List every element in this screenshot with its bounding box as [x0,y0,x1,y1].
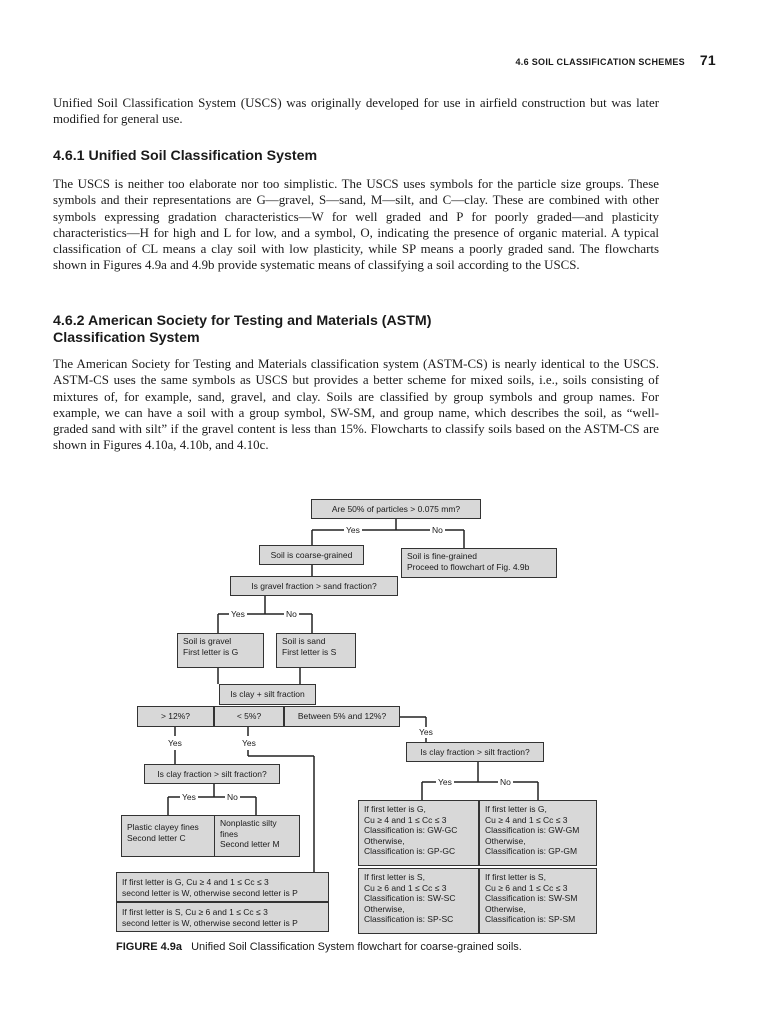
rule-g-line2: second letter is W, otherwise second letter is P [122,887,298,898]
nonplastic-line1: Nonplastic silty [220,818,277,828]
gm-line: Otherwise, [485,835,526,846]
header-section: 4.6 SOIL CLASSIFICATION SCHEMES [515,57,685,67]
gm-line: If first letter is G, [485,804,547,814]
section-4-6-2-body: The American Society for Testing and Materials classification system (ASTM-CS) is nearly identical to the USCS. ASTM-CS uses the same symbols as USCS but provides a better scheme for mixed soils, i.e., soils consisting of mixtures of, for example, sand, gravel, and clay. Soils are classified by group symbols and group names. For example, we can have a soil with a group symbol, SW-SM, and group name, which describes the soil, as “well-graded sand with silt” if the gravel content is less than 15%. Flowcharts to classify soils based on the ASTM-CS are shown in Figures 4.10a, 4.10b, and 4.10c. [53,357,659,453]
clay-vs-silt-question-left: Is clay fraction > silt fraction? [144,764,280,784]
plastic-line1: Plastic clayey fines [127,822,199,832]
label-yes: Yes [182,792,196,802]
sw-sc-box [358,868,479,934]
plastic-line2: Second letter C [127,832,186,843]
sc-line: Cu ≥ 6 and 1 ≤ Cc ≤ 3 [364,882,447,893]
gravel-gradation-rule-box [116,872,329,902]
nonplastic-line3: Second letter M [220,839,280,849]
label-yes: Yes [242,738,256,748]
sm-line: Classification is: SW-SM [485,893,578,903]
plastic-clayey-fines-box [121,815,215,857]
page-number: 71 [699,52,716,68]
gw-gc-box [358,800,479,866]
sw-sm-box [479,868,597,934]
sc-line: If first letter is S, [364,872,425,882]
fine-grained-line2: Proceed to flowchart of Fig. 4.9b [407,561,530,572]
figure-label: FIGURE 4.9a [116,941,183,953]
gc-line: Cu ≥ 4 and 1 ≤ Cc ≤ 3 [364,814,447,825]
fine-grained-line1: Soil is fine-grained [407,551,477,561]
sm-line: Otherwise, [485,903,526,914]
soil-is-sand-box [276,633,356,668]
figure-caption-text: Unified Soil Classification System flowchart for coarse-grained soils. [191,941,522,953]
particle-size-question: Are 50% of particles > 0.075 mm? [311,499,481,519]
nonplastic-line2: fines [220,828,238,839]
sc-line: Otherwise, [364,903,405,914]
label-no: No [286,609,297,619]
gm-line: Classification is: GW-GM [485,825,580,835]
label-no: No [227,792,238,802]
nonplastic-silty-fines-box [214,815,300,857]
gm-line: Classification is: GP-GM [485,846,578,856]
sm-line: Cu ≥ 6 and 1 ≤ Cc ≤ 3 [485,882,568,893]
sm-line: If first letter is S, [485,872,546,882]
gw-gm-box [479,800,597,866]
section-4-6-2-heading-line1: 4.6.2 American Society for Testing and Materials (ASTM) [53,313,432,329]
gravel-line1: Soil is gravel [183,636,232,646]
sand-line2: First letter is S [282,646,337,657]
sc-line: Classification is: SP-SC [364,914,454,924]
lt-5-percent-box: < 5%? [214,706,284,727]
label-yes: Yes [438,777,452,787]
sm-line: Classification is: SP-SM [485,914,576,924]
rule-s-line2: second letter is W, otherwise second letter is P [122,917,298,928]
label-yes: Yes [168,738,182,748]
gravel-line2: First letter is G [183,646,239,657]
section-4-6-1-body: The USCS is neither too elaborate nor too simplistic. The USCS uses symbols for the particle size groups. These symbols and their representations are G—gravel, S—sand, M—silt, and C—clay. These are combined with other symbols expressing gradation characteristics—W for well graded and P for poorly graded—and plasticity characteristics—H for high and L for low, and a symbol, O, indicating the presence of organic material. A typical classification of CL means a clay soil with low plasticity, while SP means a poorly graded sand. The flowcharts shown in Figures 4.9a and 4.9b provide systematic means of classifying a soil according to the USCS. [53,177,659,273]
clay-silt-fraction-question: Is clay + silt fraction [219,684,316,705]
sand-line1: Soil is sand [282,636,326,646]
gc-line: Classification is: GW-GC [364,825,458,835]
coarse-grained-box: Soil is coarse-grained [259,545,364,565]
label-yes: Yes [346,525,360,535]
label-no: No [500,777,511,787]
fine-grained-box [401,548,557,578]
sc-line: Classification is: SW-SC [364,893,456,903]
between-5-12-percent-box: Between 5% and 12%? [284,706,400,727]
intro-paragraph: Unified Soil Classification System (USCS) was originally developed for use in airfield construction but was later modified for general use. [53,96,659,127]
soil-is-gravel-box [177,633,264,668]
clay-vs-silt-question-right: Is clay fraction > silt fraction? [406,742,544,762]
label-yes: Yes [419,727,433,737]
label-no: No [432,525,443,535]
figure-caption [116,941,522,953]
section-4-6-2-heading-line2: Classification System [53,330,200,346]
label-yes: Yes [231,609,245,619]
section-4-6-1-heading: 4.6.1 Unified Soil Classification System [53,148,318,164]
rule-s-line1: If first letter is S, Cu ≥ 6 and 1 ≤ Cc ≤ 3 [122,907,268,917]
sand-gradation-rule-box [116,902,329,932]
gravel-vs-sand-question: Is gravel fraction > sand fraction? [230,576,398,596]
gc-line: Otherwise, [364,835,405,846]
gm-line: Cu ≥ 4 and 1 ≤ Cc ≤ 3 [485,814,568,825]
gc-line: Classification is: GP-GC [364,846,456,856]
gt-12-percent-box: > 12%? [137,706,214,727]
rule-g-line1: If first letter is G, Cu ≥ 4 and 1 ≤ Cc ≤ 3 [122,877,269,887]
gc-line: If first letter is G, [364,804,426,814]
